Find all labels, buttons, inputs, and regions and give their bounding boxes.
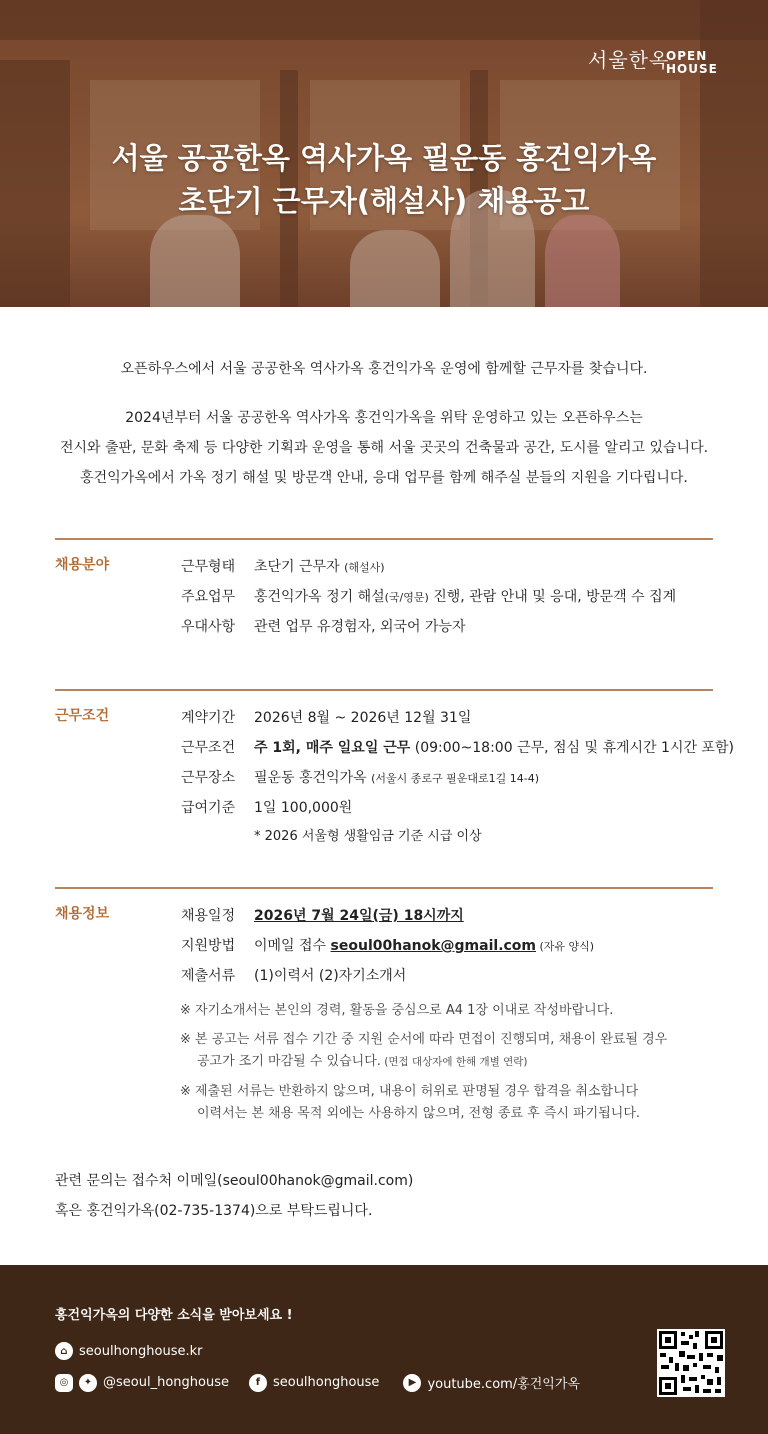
logo-line-2: HOUSE xyxy=(666,62,718,76)
row-value: (1)이력서 (2)자기소개서 xyxy=(254,968,407,984)
section-recruit xyxy=(55,538,713,660)
row-value-small: (국/영문) xyxy=(384,591,429,604)
section-title: 채용정보 xyxy=(55,906,110,922)
row-pay xyxy=(181,797,352,817)
youtube-icon[interactable]: ▶ xyxy=(403,1374,421,1392)
row-label: 지원방법 xyxy=(181,938,236,954)
facebook-icon[interactable]: f xyxy=(249,1374,267,1392)
logo-line-1: OPEN xyxy=(666,49,708,63)
youtube-link[interactable]: youtube.com/홍건익가옥 xyxy=(427,1377,580,1392)
row-method xyxy=(181,935,594,955)
row-label: 근무장소 xyxy=(181,770,236,786)
row-duty xyxy=(181,586,676,606)
page-title xyxy=(0,137,768,223)
section-info xyxy=(55,887,713,1139)
twitter-icon[interactable]: ✦ xyxy=(79,1374,97,1392)
row-label: 우대사항 xyxy=(181,619,236,635)
intro-line: 2024년부터 서울 공공한옥 역사가옥 홍건익가옥을 위탁 운영하고 있는 오픈하우스는 xyxy=(125,410,643,426)
intro-text xyxy=(0,357,768,493)
intro-line: 전시와 출판, 문화 축제 등 다양한 기획과 운영을 통해 서울 곳곳의 건축물과 공간, 도시를 알리고 있습니다. xyxy=(59,440,709,456)
row-label: 급여기준 xyxy=(181,800,236,816)
intro-lead: 오픈하우스에서 서울 공공한옥 역사가옥 홍건익가옥 운영에 함께할 근무자를 찾습니다. xyxy=(120,361,648,377)
row-value: (09:00~18:00 근무, 점심 및 휴게시간 1시간 포함) xyxy=(410,740,734,756)
pay-note: * 2026 서울형 생활임금 기준 시급 이상 xyxy=(254,829,482,844)
row-value-small: (해설사) xyxy=(344,561,385,574)
facebook-handle[interactable]: seoulhonghouse xyxy=(272,1375,380,1390)
qr-code xyxy=(657,1329,725,1397)
social-links xyxy=(55,1373,580,1392)
row-label: 주요업무 xyxy=(181,589,236,605)
row-value: 이메일 접수 xyxy=(254,938,331,954)
intro-line: 홍건익가옥에서 가옥 정기 해설 및 방문객 안내, 응대 업무를 함께 해주실 분들의 지원을 기다립니다. xyxy=(80,470,688,486)
row-value: 홍건익가옥 정기 해설 xyxy=(254,589,385,605)
row-value-small: (서울시 종로구 필운대로1길 14-4) xyxy=(371,772,540,785)
row-value: 필운동 홍건익가옥 xyxy=(254,770,367,786)
note-line: ※ 본 공고는 서류 접수 기간 중 지원 순서에 따라 면접이 진행되며, 채용이 완료될 경우 xyxy=(180,1032,668,1047)
contact-line: 혹은 홍건익가옥(02-735-1374)으로 부탁드립니다. xyxy=(55,1203,373,1219)
row-value: 1일 100,000원 xyxy=(254,800,353,816)
home-icon: ⌂ xyxy=(55,1342,73,1360)
section-title: 채용분야 xyxy=(55,557,110,573)
email-link[interactable]: seoul00hanok@gmail.com xyxy=(330,938,537,954)
note xyxy=(180,1081,640,1125)
website-link[interactable] xyxy=(55,1342,202,1360)
row-label: 채용일정 xyxy=(181,908,236,924)
row-condition xyxy=(181,737,734,757)
note-line: ※ 제출된 서류는 반환하지 않으며, 내용이 허위로 판명될 경우 합격을 취소합니다 xyxy=(180,1084,639,1099)
hero-banner xyxy=(0,0,768,307)
row-pref xyxy=(181,616,466,636)
row-label: 근무형태 xyxy=(181,559,236,575)
row-value-bold: 주 1회, 매주 일요일 근무 xyxy=(254,740,411,756)
row-value: 관련 업무 유경험자, 외국어 가능자 xyxy=(254,619,466,635)
note: ※ 자기소개서는 본인의 경력, 활동을 중심으로 A4 1장 이내로 작성바랍니다. xyxy=(180,1003,614,1018)
footer xyxy=(0,1265,768,1434)
qr-code-image xyxy=(657,1329,725,1397)
footer-title: 홍건익가옥의 다양한 소식을 받아보세요 ! xyxy=(55,1308,293,1323)
row-value: 진행, 관람 안내 및 응대, 방문객 수 집계 xyxy=(428,589,677,605)
section-title: 근무조건 xyxy=(55,708,110,724)
row-label: 제출서류 xyxy=(181,968,236,984)
note-small: (면접 대상자에 한해 개별 연락) xyxy=(380,1056,528,1068)
row-value: 초단기 근무자 xyxy=(254,559,340,575)
contact-line: 관련 문의는 접수처 이메일(seoul00hanok@gmail.com) xyxy=(55,1173,414,1189)
note-line: 공고가 조기 마감될 수 있습니다. xyxy=(197,1054,381,1069)
open-house-logo xyxy=(666,50,718,76)
row-value-small: (자유 양식) xyxy=(536,940,595,953)
row-type xyxy=(181,556,385,576)
row-label: 근무조건 xyxy=(181,740,236,756)
note-line: 이력서는 본 채용 목적 외에는 사용하지 않으며, 전형 종료 후 즉시 파기됩니다. xyxy=(197,1106,641,1121)
row-schedule xyxy=(181,905,464,925)
row-label: 계약기간 xyxy=(181,710,236,726)
seoul-hanok-logo: 서울한옥 xyxy=(588,48,670,72)
section-conditions xyxy=(55,689,734,861)
deadline-value: 2026년 7월 24일(금) 18시까지 xyxy=(254,908,464,924)
title-line-1: 서울 공공한옥 역사가옥 필운동 홍건익가옥 xyxy=(111,141,657,175)
row-value: 2026년 8월 ~ 2026년 12월 31일 xyxy=(254,710,472,726)
row-docs xyxy=(181,965,406,985)
note xyxy=(180,1029,667,1073)
row-place xyxy=(181,767,539,787)
instagram-icon[interactable]: ◎ xyxy=(55,1374,73,1392)
instagram-handle[interactable]: @seoul_honghouse xyxy=(103,1375,229,1390)
contact-info xyxy=(55,1166,413,1226)
row-period xyxy=(181,707,471,727)
website-text: seoulhonghouse.kr xyxy=(79,1343,203,1359)
title-line-2: 초단기 근무자(해설사) 채용공고 xyxy=(178,184,590,218)
